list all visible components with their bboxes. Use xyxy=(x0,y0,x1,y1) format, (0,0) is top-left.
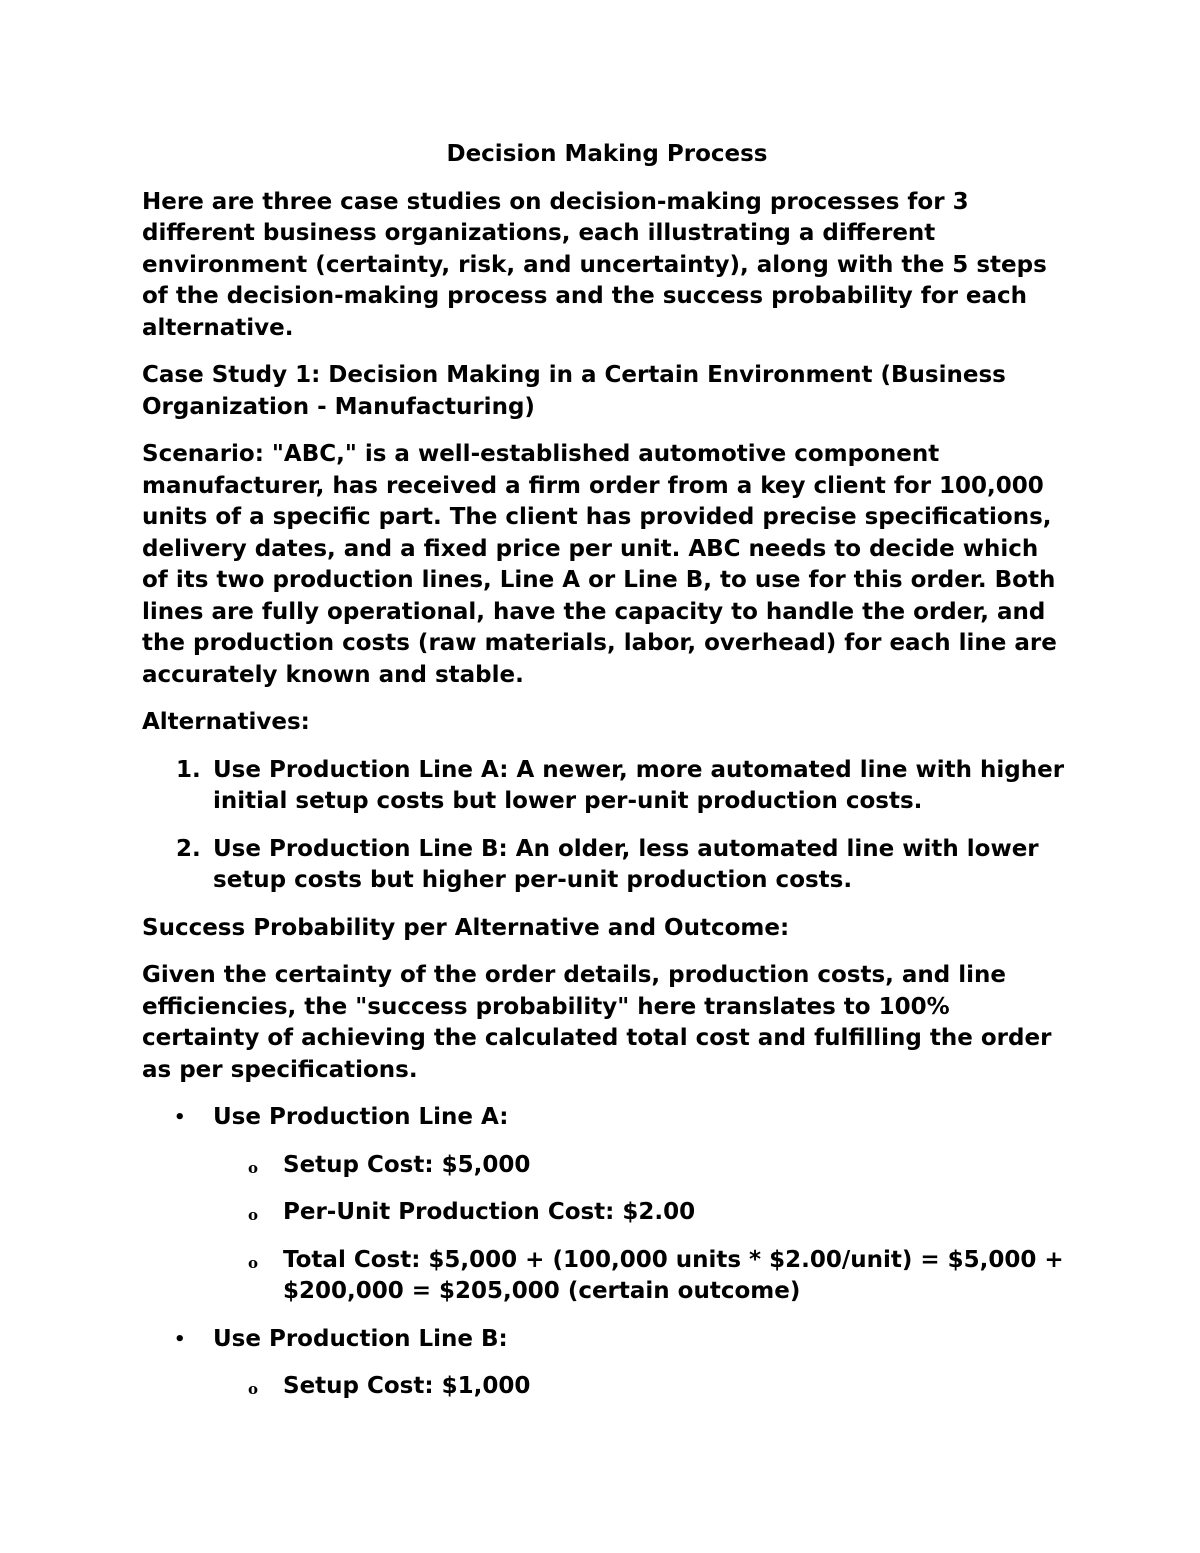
list-item-text: Use Production Line B: An older, less automated line with lower setup costs but higher per-unit production costs. xyxy=(213,835,1039,893)
sub-list-item-text: Per-Unit Production Cost: $2.00 xyxy=(283,1199,696,1225)
document-page xyxy=(142,139,1072,1419)
list-number: 1. xyxy=(176,756,201,783)
production-lines-list xyxy=(142,1102,1072,1403)
case-study-heading: Case Study 1: Decision Making in a Certain Environment (Business Organization - Manufacturing) xyxy=(142,362,1006,420)
alternatives-heading: Alternatives: xyxy=(142,709,310,735)
list-item xyxy=(142,834,1072,897)
list-item xyxy=(142,755,1072,818)
circle-bullet-icon: o xyxy=(248,1206,259,1224)
success-paragraph: Given the certainty of the order details, production costs, and line efficiencies, the "success probability" here translates to 100% certainty of achieving the calculated total cost and fulfilling the order as per specifications. xyxy=(142,962,1052,1083)
list-item xyxy=(142,1324,1072,1403)
intro-paragraph: Here are three case studies on decision-making processes for 3 different business organizations, each illustrating a different environment (certainty, risk, and uncertainty), along with the 5 steps of the decision-making process and the success probability for each alternative. xyxy=(142,188,1047,341)
alternatives-list xyxy=(142,755,1072,897)
success-heading: Success Probability per Alternative and Outcome: xyxy=(142,914,790,941)
circle-bullet-icon: o xyxy=(248,1253,259,1272)
sub-list-item-text: Setup Cost: $1,000 xyxy=(283,1373,531,1399)
document-title: Decision Making Process xyxy=(446,141,768,167)
sub-list xyxy=(213,1371,1072,1403)
list-number: 2. xyxy=(176,835,201,862)
sub-list-item xyxy=(213,1150,1072,1182)
bullet-icon: • xyxy=(174,1107,186,1128)
sub-list xyxy=(213,1150,1072,1308)
scenario-paragraph: Scenario: "ABC," is a well-established automotive component manufacturer, has received a firm order from a key client for 100,000 units of a specific part. The client has provided precise specifications, delivery dates, and a fixed price per unit. ABC needs to decide which of its two production lines, Line A or Line B, to use for this order. Both lines are fully operational, have the capacity to handle the order, and the production costs (raw materials, labor, overhead) for each line are accurately known and stable. xyxy=(142,441,1057,688)
sub-list-item xyxy=(213,1371,1072,1403)
bullet-icon: • xyxy=(174,1328,186,1350)
sub-list-item-text: Setup Cost: $5,000 xyxy=(283,1151,531,1178)
sub-list-item xyxy=(213,1245,1072,1308)
sub-list-item xyxy=(213,1197,1072,1229)
circle-bullet-icon: o xyxy=(248,1380,259,1398)
sub-list-item-text: Total Cost: $5,000 + (100,000 units * $2.00/unit) = $5,000 + $200,000 = $205,000 (certain outcome) xyxy=(283,1246,1064,1304)
circle-bullet-icon: o xyxy=(248,1158,259,1177)
list-item xyxy=(142,1102,1072,1308)
list-item-label: Use Production Line B: xyxy=(213,1325,508,1352)
list-item-label: Use Production Line A: xyxy=(213,1104,509,1130)
list-item-text: Use Production Line A: A newer, more automated line with higher initial setup costs but lower per-unit production costs. xyxy=(213,756,1065,814)
